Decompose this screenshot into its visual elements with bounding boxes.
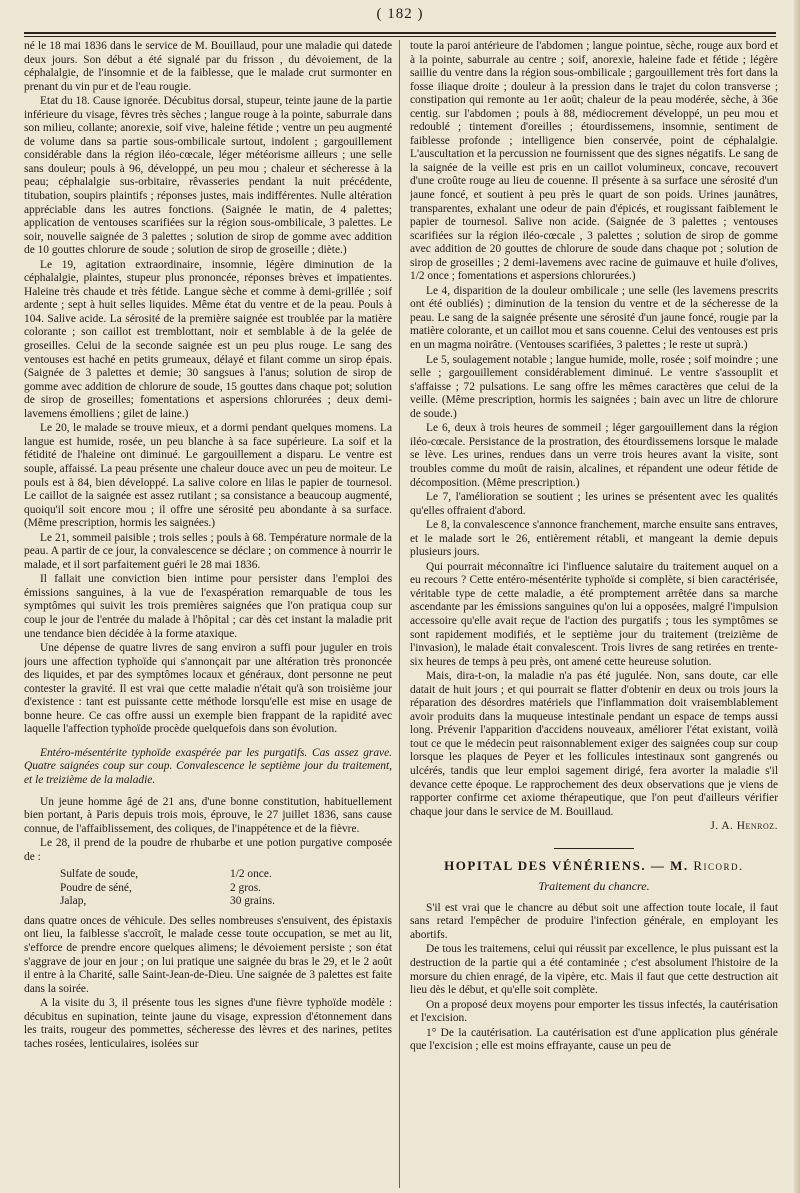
prescription-dose: 2 gros. <box>230 881 262 894</box>
right-column <box>410 40 778 1188</box>
section-subtitle: Traitement du chancre. <box>538 879 650 894</box>
prescription-item: Sulfate de soude, <box>60 868 139 881</box>
paragraph: Le 8, la convalescence s'annonce franchement, marche ensuite sans entraves, et le malade sort le 26, entièrement rétabli, et mangeant la demie depuis plusieurs jours. <box>410 519 778 559</box>
section-title <box>410 859 778 873</box>
prescription-row <box>60 895 320 909</box>
paragraph: Le 20, le malade se trouve mieux, et a dormi pendant quelques momens. La langue est humide, rosée, un peu blanche à sa face supérieure. La soif et la fétidité de l'haleine ont diminué. Le gargouillement a disparu. Le ventre est souple, affaissé. La peau présente une chaleur douce avec un peu de moiteur. Le pouls est à 84, bien développé. La salive colore en lilas le papier de tournesol. Le caillot de la saignée est assez rutilant ; sa consistance a beaucoup augmenté, quoiqu'il soit encore mou ; il offre une sérosité peu abondante à sa surface. (Même prescription, hormis les saignées.) <box>24 422 392 530</box>
paragraph: Le 6, deux à trois heures de sommeil ; léger gargouillement dans la région iléo-cœcale. Persistance de la prostration, des étourdissemens lorsque le malade se lève. Les urines, rendues dans un verre trois heures avant la visite, sont troubles comme du moût de raisin, alcalines, et répandent une odeur fétide de décomposition. (Même prescription.) <box>410 422 778 489</box>
page-number: ( 182 ) <box>376 6 424 22</box>
paragraph: Le 28, il prend de la poudre de rhubarbe et une potion purgative composée de : <box>24 837 392 863</box>
prescription-row <box>60 882 320 896</box>
prescription-dose: 1/2 once. <box>230 868 272 881</box>
paragraph: Mais, dira-t-on, la maladie n'a pas été jugulée. Non, sans doute, car elle datait de huit jours ; et qui pourrait se flatter d'obtenir en deux ou trois jours la réparation des désordres matériels que l'inflammation doit vraisemblablement avoir produits dans la muqueuse intestinale pendant un espace de temps aussi long. Prévenir l'apparition d'accidens nouveaux, améliorer l'état existant, voilà tout ce que le médecin peut raisonnablement exiger des saignées coup sur coup lorsque les plaques de Peyer et les follicules intestinaux sont gangrenés ou ulcérés, tandis que leur emploi sagement dirigé, fera avorter la maladie s'il devance cette époque. Le rapprochement des deux observations que je viens de rapporter confirme cet axiome thérapeutique, que l'on peut d'ailleurs vérifier chaque jour dans le service de M. Bouillaud. <box>410 670 778 818</box>
paragraph: S'il est vrai que le chancre au début soit une affection toute locale, il faut sans retard l'empêcher de produire l'infection générale, en employant les abortifs. <box>410 901 778 941</box>
prescription-item: Jalap, <box>60 895 87 908</box>
paragraph: Une dépense de quatre livres de sang environ a suffi pour juguler en trois jours une affection typhoïde qui s'annonçait par une altération très prononcée des liquides, et par des symptômes locaux et généraux, dont personne ne peut contester la gravité. Il est vrai que cette maladie n'était qu'à son troisième jour d'existence : tant est puissante cette méthode lorsqu'elle est mise en usage de bonne heure. Ce cas offre aussi un exemple bien frappant de la rapidité avec laquelle l'affection typhoïde procède quelquefois dans son évolution. <box>24 642 392 736</box>
prescription-list <box>60 868 392 909</box>
section-author: Ricord. <box>693 857 744 873</box>
left-column <box>24 40 392 1188</box>
paragraph: dans quatre onces de véhicule. Des selles nombreuses s'ensuivent, des épistaxis ont lieu, la faiblesse s'accroît, le malade cesse toute occupation, se met au lit, s'efforce de prendre encore quelques alimens; le dévoiement persiste ; son état s'aggrave de jour en jour ; on lui pratique une saignée du bras le 29, et le 2 août il entre à la Charité, salle Saint-Jean-de-Dieu. Une saignée de 3 palettes est faite dans la soirée. <box>24 914 392 995</box>
prescription-dose: 30 grains. <box>230 895 275 908</box>
paragraph: Le 7, l'amélioration se soutient ; les urines se présentent avec les qualités qu'elles offraient d'abord. <box>410 491 778 517</box>
paragraph: Etat du 18. Cause ignorée. Décubitus dorsal, stupeur, teinte jaune de la partie inférieure du visage, fèvres très sèches ; langue rouge à la pointe, saburrale dans son milieu, collante; anorexie, soif vive, haleine fétide ; ventre un peu augmenté de volume dans sa partie sous-ombilicale surtout, indolent ; gargouillement considérable dans la région iléo-cœcale, léger météorisme ailleurs ; une selle sans douleur; pouls à 96, développé, un peu mou ; chaleur et sécheresse à la peau; céphalalgie sus-orbitaire, rêvasseries pendant la nuit précédente, titubation, soupirs plaintifs ; réponses justes, mais indifférentes. Nulle altération appréciable dans les autres fonctions. (Saignée le matin, de 4 palettes; application de ventouses scarifiées sur la région sous-ombilicale, 3 palettes. Le soir, nouvelle saignée de 3 palettes ; solution de sirop de gomme avec addition de 10 gouttes chlorure de soude ; solution de sirop de groseille ; diète.) <box>24 95 392 257</box>
paragraph: toute la paroi antérieure de l'abdomen ; langue pointue, sèche, rouge aux bord et à la pointe, saburrale au centre ; soif, anorexie, haleine fade et fétide ; légère saillie du ventre dans la région sous-ombilicale ; gargouillement très fort dans la fosse iliaque droite ; douleur à la pression dans le trajet du colon transverse ; constipation qui remonte au 1er août; chaleur de la peau modérée, sèche, à 36e centig. sur l'abdomen ; pouls à 88, médiocrement développé, un peu mou et redoublé ; tintement d'oreilles ; étourdissemens, insomnie, sentiment de faiblesse profonde ; intelligence bien conservée, point de céphalalgie. L'auscultation et la percussion ne fournissent que des signes négatifs. Le sang de la saignée de la veille est pris en un caillot volumineux, concave, recouvert d'une croûte rouge au lieu de couenne. Il présente à sa surface une sérosité d'un jaune foncé, et soutient à peu près le quart de son poids. Urines jaunâtres, transparentes, exhalant une odeur de pain d'épicés, et rougissant faiblement le papier de tournesol. Salive non acide. (Saignée de 3 palettes ; ventouses scarifiées sur la région iléo-cœcale , 3 palettes ; solution de sirop de gomme avec addition de 20 gouttes de chlorure de soude dans chaque pot ; solution de sirop de groseilles ; 2 demi-lavemens avec racine de guimauve et huile d'olives, 1/2 once ; fomentations et aspersions chlorurées.) <box>410 40 778 283</box>
paragraph: Le 21, sommeil paisible ; trois selles ; pouls à 68. Température normale de la peau. A partir de ce jour, la convalescence se déclare ; on commence à nourrir le malade, et il sort parfaitement guéri le 28 mai 1836. <box>24 531 392 571</box>
paragraph: Le 4, disparition de la douleur ombilicale ; une selle (les lavemens prescrits ont été oubliés) ; diminution de la tension du ventre et de la sécheresse de la peau. Le sang de la saignée présente une sérosité d'un jaune foncé, rougie par la matière colorante, et un caillot mou et sans couenne. Celui des ventouses est pris en un magma noirâtre. (Ventouses scarifiées, 3 palettes ; le reste ut suprà.) <box>410 284 778 352</box>
paragraph: Le 5, soulagement notable ; langue humide, molle, rosée ; soif moindre ; une selle ; gargouillement considérablement diminué. Le ventre s'assouplit et s'affaisse ; 72 pulsations. Le sang offre les mêmes caractères que celui de la veille. (Même prescription, hormis les saignées ; bain avec un litre de chlorure de soude.) <box>410 353 778 420</box>
paragraph: On a proposé deux moyens pour emporter les tissus infectés, la cautérisation et l'excision. <box>410 998 778 1025</box>
prescription-row <box>60 868 320 882</box>
author-signature: J. A. Henroz. <box>710 820 778 833</box>
page-edge <box>794 0 800 1193</box>
prescription-item: Poudre de séné, <box>60 881 132 894</box>
paragraph: Un jeune homme âgé de 21 ans, d'une bonne constitution, habituellement bien portant, à Paris depuis trois mois, éprouve, le 27 juillet 1836, sans cause connue, de l'affaiblissement, des coliques, de l'inappétence et de la fièvre. <box>24 795 392 835</box>
paragraph: A la visite du 3, il présente tous les signes d'une fièvre typhoïde modèle : décubitus en supination, teinte jaune du visage, expression d'étonnement dans les traits, rougeur des pommettes, sécheresse des lèvres et des narines, petites taches rosées, lenticulaires, isolées sur <box>24 997 392 1050</box>
paragraph: né le 18 mai 1836 dans le service de M. Bouillaud, pour une maladie qui datede deux jours. Son début a été signalé par du frisson , du dévoiement, de la céphalalgie, de l'insomnie et de la faiblesse, que le malade crut surmonter en prenant du vin pur et de l'eau rougie. <box>24 40 392 93</box>
paragraph: Qui pourrait méconnaître ici l'influence salutaire du traitement auquel on a eu recours ? Cette entéro-mésentérite typhoïde si complète, si bien caractérisée, véritable type de cette maladie, a été promptement arrêtée dans sa marche ascendante par les émissions sanguines qu'on lui a opposées, malgré l'impulsion accessoire qu'elle avait reçue de l'action des purgatifs ; tous les symptômes se sont rapidement modifiés, et le septième jour du traitement (treizième de l'invasion), le malade était convalescent. Trois livres de sang retirées en trente-six heures de temps à peu près, ont amené cette heureuse solution. <box>410 560 778 668</box>
case-heading: Entéro-mésentérite typhoïde exaspérée par les purgatifs. Cas assez grave. Quatre saignées coup sur coup. Convalescence le septième jour du traitement, et le treizième de la maladie. <box>24 746 392 786</box>
paragraph: Il fallait une conviction bien intime pour persister dans l'emploi des émissions sanguines, à la vue de l'exaspération remarquable de tous les symptômes qui suivit les trois premières saignées que l'on pratiqua coup sur coup le jour de l'entrée du malade à l'hôpital ; car dès cet instant la maladie prit une tendance bien décidée à la forme ataxique. <box>24 573 392 640</box>
section-rule <box>554 848 634 849</box>
paragraph: De tous les traitemens, celui qui réussit par excellence, le plus puissant est la destruction de la partie qui a été contaminée ; c'est absolument l'histoire de la morsure du chien enragé, de la vipère, etc. Mais il faut que cette destruction ait lieu dès le début, et qu'elle soit complète. <box>410 943 778 997</box>
section-title-text: HOPITAL DES VÉNÉRIENS. — M. <box>444 857 694 873</box>
paragraph: 1° De la cautérisation. La cautérisation est d'une application plus générale que l'excision ; elle est moins effrayante, cause un peu de <box>410 1026 778 1053</box>
paragraph: Le 19, agitation extraordinaire, insomnie, légère diminution de la céphalalgie, plaintes, stupeur plus prononcée, réponses brèves et impatientes. Haleine très chaude et très fétide. Langue sèche et comme à demi-grillée ; soif ardente ; sept à huit selles liquides. Même état du ventre et de la peau. Pouls à 104. Salive acide. La sérosité de la première saignée est troublée par la matière colorante ; son caillot est tremblottant, noir et semblable à de la gelée de groseilles. Celui de la seconde saignée est un peu plus rouge. Le sang des ventouses est haché en petits grumeaux, délayé et filant comme un sirop épais. (Saignée de 3 palettes et demie; 30 sangsues à l'anus; solution de sirop de gomme avec addition de chlorure de soude, 15 gouttes dans chaque pot; solution de sirop de groseilles; fomentations et aspersions chlorurées ; deux demi-lavemens émolliens ; gilet de laine.) <box>24 258 392 420</box>
header-rule <box>24 32 776 37</box>
column-divider <box>399 40 400 1188</box>
